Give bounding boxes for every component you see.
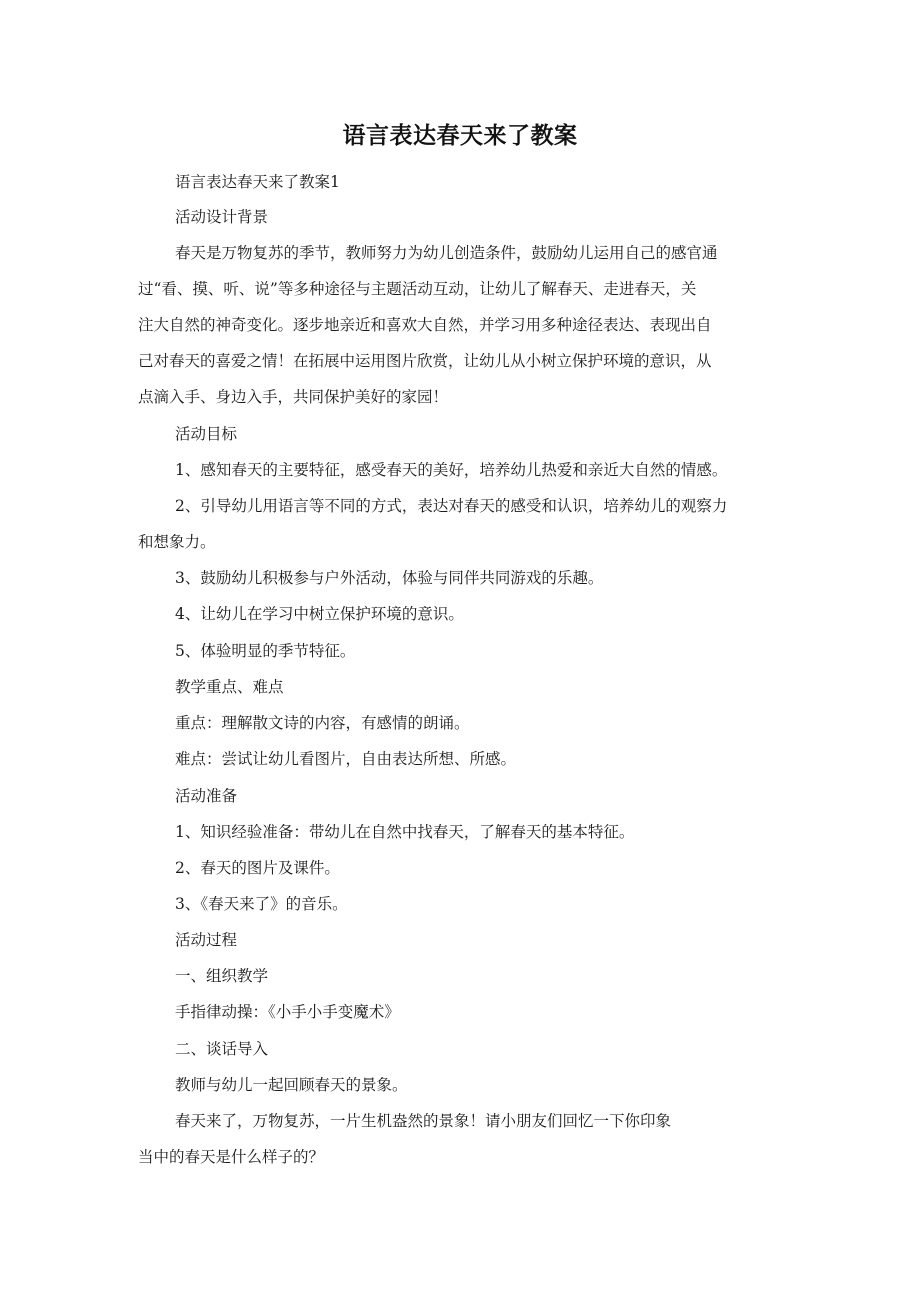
section-heading-preparation: 活动准备 [175,787,238,805]
subtitle: 语言表达春天来了教案1 [175,173,340,191]
preparation-item-3: 3、《春天来了》的音乐。 [175,895,348,913]
section-heading-background: 活动设计背景 [175,208,269,226]
paragraph-line: 注大自然的神奇变化。逐步地亲近和喜欢大自然，并学习用多种途径表达、表现出自 [138,316,712,334]
goal-item-1: 1、感知春天的主要特征，感受春天的美好，培养幼儿热爱和亲近大自然的情感。 [175,461,728,479]
process-step-1-detail: 手指律动操：《小手小手变魔术》 [175,1003,400,1021]
section-heading-process: 活动过程 [175,931,238,949]
goal-item-3: 3、鼓励幼儿积极参与户外活动，体验与同伴共同游戏的乐趣。 [175,569,604,587]
process-step-2-question: 春天来了，万物复苏，一片生机盎然的景象！请小朋友们回忆一下你印象 [175,1112,672,1130]
paragraph-line: 己对春天的喜爱之情！在拓展中运用图片欣赏，让幼儿从小树立保护环境的意识，从 [138,352,712,370]
preparation-item-1: 1、知识经验准备：带幼儿在自然中找春天，了解春天的基本特征。 [175,823,635,841]
paragraph-line: 过“看、摸、听、说”等多种途径与主题活动互动，让幼儿了解春天、走进春天，关 [138,280,697,298]
difficulty-point: 难点：尝试让幼儿看图片，自由表达所想、所感。 [175,750,517,768]
process-step-1: 一、组织教学 [175,967,269,985]
process-step-2-question-continued: 当中的春天是什么样子的？ [138,1148,325,1166]
paragraph-line: 春天是万物复苏的季节，教师努力为幼儿创造条件，鼓励幼儿运用自己的感官通 [175,244,718,262]
focus-point: 重点：理解散文诗的内容，有感情的朗诵。 [175,714,470,732]
goal-item-4: 4、让幼儿在学习中树立保护环境的意识。 [175,605,464,623]
section-heading-goals: 活动目标 [175,425,238,443]
preparation-item-2: 2、春天的图片及课件。 [175,859,340,877]
process-step-2-detail: 教师与幼儿一起回顾春天的景象。 [175,1076,408,1094]
process-step-2: 二、谈话导入 [175,1040,269,1058]
goal-item-2-continued: 和想象力。 [138,533,216,551]
document-title: 语言表达春天来了教案 [342,123,578,149]
section-heading-key-points: 教学重点、难点 [175,678,284,696]
goal-item-5: 5、体验明显的季节特征。 [175,642,356,660]
goal-item-2: 2、引导幼儿用语言等不同的方式，表达对春天的感受和认识，培养幼儿的观察力 [175,497,728,515]
paragraph-line: 点滴入手、身边入手，共同保护美好的家园！ [138,388,449,406]
